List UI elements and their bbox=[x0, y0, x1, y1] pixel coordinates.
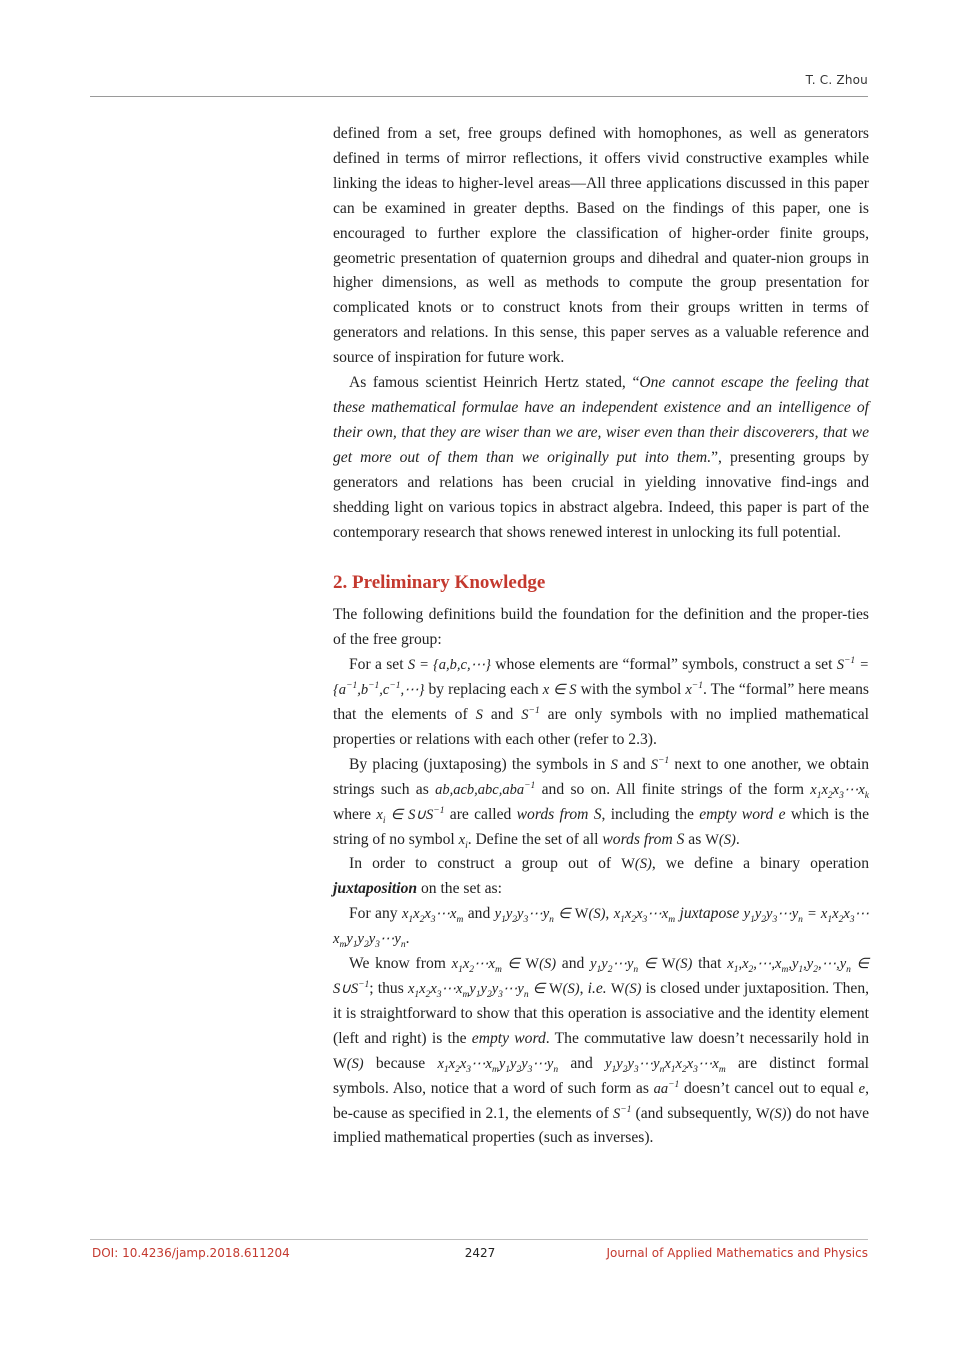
math-formula: $x_i$ ∈ $S\cup S^{-1}$ bbox=[376, 805, 445, 826]
math-formula: $y_1y_2y_3\cdots y_nx_1x_2x_3\cdots x_m$ bbox=[605, 1055, 726, 1075]
math-formula: x ∈ S bbox=[542, 682, 577, 699]
paragraph: We know from $x_1x_2\cdots x_m$ ∈ W(S) and $y_1y_2\cdots y_n$ ∈ W(S) that $x_1,x_2,\cdots,x_m,y_1,y_2,\cdots,y_n$ ∈ $S\cup S^{-1}$; thus $x_1x_2x_3\cdots x_my_1y_2y_3\cdots y_n$ ∈ W(S), i.e. W(S) is closed under juxtaposition. Then, it is straightforward to show that this operation is associative and the identity element (left and right) is the empty word. The commutative law doesn’t necessarily hold in W(S) because $x_1x_2x_3\cdots x_my_1y_2y_3\cdots y_n$ and $y_1y_2y_3\cdots y_nx_1x_2x_3\cdots x_m$ are distinct formal symbols. Also, notice that a word of such form as $aa^{-1}$ doesn’t cancel out to equal e, be-cause as specified in 2.1, the elements of $S^{-1}$ (and subsequently, W(S)) do not have implied mathematical properties (such as inverses). bbox=[333, 955, 870, 1147]
footer-journal-name: Journal of Applied Mathematics and Physics bbox=[606, 1246, 868, 1260]
math-formula: $aa^{-1}$ bbox=[653, 1079, 680, 1097]
math-formula: $x_1,x_2,\cdots,x_m,y_1,y_2,\cdots,y_n$ ∈ $S\cup S^{-1}$ bbox=[333, 956, 869, 997]
article-body bbox=[333, 122, 869, 1151]
header-divider bbox=[90, 96, 868, 97]
text: As famous scientist Heinrich Hertz stated, “ bbox=[349, 374, 640, 392]
math-formula: $S^{-1}$ = $\{a^{-1},b^{-1},c^{-1},\cdots\}$ bbox=[333, 656, 869, 699]
math-formula: $x_1x_2x_3\cdots x_my_1y_2y_3\cdots y_n$ ∈ W(S) bbox=[407, 981, 580, 1000]
math-formula: $x_1x_2x_3\cdots x_m$ bbox=[401, 906, 464, 926]
paragraph: The following definitions build the foundation for the definition and the proper-ties of the free group: bbox=[333, 606, 869, 649]
paragraph: For any $x_1x_2x_3\cdots x_m$ and $y_1y_2y_3\cdots y_n$ ∈ W(S), $x_1x_2x_3\cdots x_m$ juxtapose $y_1y_2y_3\cdots y_n$ = $x_1x_2x_3\cdots x_my_1y_2y_3\cdots y_n$. bbox=[333, 905, 869, 951]
paragraph: defined from a set, free groups defined with homophones, as well as generators defined in terms of mirror reflections, it offers vivid constructive examples while linking the ideas to higher-level areas—All three applications discussed in this paper can be examined in greater depths. Based on the findings of this paper, one is encouraged to further explore the classification of higher-order finite groups, geometric presentation of quaternion groups and dihedral and quater-nion groups in higher dimensions, as well as methods to compute the group presentation for complicated knots or to construct knots from their groups written in terms of generators and relations. In this sense, this paper serves as a valuable reference and source of inspiration for future work. bbox=[333, 125, 869, 367]
math-formula: $x_1x_2\cdots x_m$ ∈ W(S) bbox=[451, 956, 557, 975]
math-formula: W(S) bbox=[705, 831, 736, 848]
math-formula: W(S) bbox=[610, 981, 642, 997]
math-formula: $x_1x_2x_3\cdots x_m$ bbox=[613, 906, 676, 926]
math-formula: $y_1y_2y_3\cdots y_n$ ∈ W(S) bbox=[494, 906, 606, 926]
paragraph bbox=[333, 371, 869, 545]
math-formula: $S^{-1}$ bbox=[650, 756, 670, 773]
math-formula: $S^{-1}$ bbox=[521, 706, 540, 724]
math-formula: W(S) bbox=[621, 856, 652, 873]
math-formula: $x_i$ bbox=[458, 831, 468, 851]
math-formula: W(S) bbox=[755, 1105, 787, 1122]
paragraph: In order to construct a group out of W(S), we define a binary operation juxtaposition on the set as: bbox=[333, 855, 869, 898]
math-formula: $S^{-1}$ bbox=[612, 1104, 632, 1122]
math-formula: $x_1x_2x_3\cdots x_k$ bbox=[810, 781, 869, 801]
footer-doi-link[interactable]: DOI: 10.4236/jamp.2018.611204 bbox=[92, 1246, 290, 1260]
term-juxtaposition: juxtaposition bbox=[333, 880, 418, 898]
text: ”, presenting groups by generators and relations has been crucial in yielding innovative find-ings and shedding light on various topics in abstract algebra. Indeed, this paper is part of the contemporary research that shows renewed interest in unlocking its full potential. bbox=[333, 448, 869, 541]
math-formula: $y_1y_2\cdots y_n$ ∈ W(S) bbox=[590, 956, 693, 975]
math-formula: W(S) bbox=[333, 1055, 364, 1072]
math-formula: $y_1y_2y_3\cdots y_n$ = $x_1x_2x_3\cdots x_my_1y_2y_3\cdots y_n$ bbox=[333, 906, 869, 951]
paragraph: By placing (juxtaposing) the symbols in S and $S^{-1}$ next to one another, we obtain strings such as ab,acb,abc,aba$^{-1}$ and so on. All finite strings of the form $x_1x_2x_3\cdots x_k$ where $x_i$ ∈ $S\cup S^{-1}$ are called words from S, including the empty word e which is the string of no symbol $x_i$. Define the set of all words from S as W(S). bbox=[333, 755, 869, 851]
math-formula: $x^{-1}$ bbox=[685, 681, 703, 699]
math-formula: ab,acb,abc,aba$^{-1}$ bbox=[435, 780, 536, 798]
hertz-quote: One cannot escape the feeling that these mathematical formulae have an independent existence and an intelligence of their own, that they are wiser than we are, wiser even than their discoverers, that we get more out of them than we originally put into them. bbox=[333, 374, 870, 466]
math-formula: $x_1x_2x_3\cdots x_my_1y_2y_3\cdots y_n$ bbox=[437, 1055, 559, 1075]
math-formula: S = {a,b,c,⋯} bbox=[407, 657, 491, 674]
page-number: 2427 bbox=[464, 1246, 496, 1260]
paragraph: For a set S = {a,b,c,⋯} whose elements are “formal” symbols, construct a set $S^{-1}$ = $\{a^{-1},b^{-1},c^{-1},\cdots\}$ by replacing each x ∈ S with the symbol $x^{-1}$. The “formal” here means that the elements of S and $S^{-1}$ are only symbols with no implied mathematical properties or relations with each other (refer to 2.3). bbox=[333, 656, 869, 748]
footer-divider bbox=[90, 1239, 868, 1240]
section-heading: 2. Preliminary Knowledge bbox=[333, 572, 546, 594]
running-header-author: T. C. Zhou bbox=[805, 73, 868, 87]
